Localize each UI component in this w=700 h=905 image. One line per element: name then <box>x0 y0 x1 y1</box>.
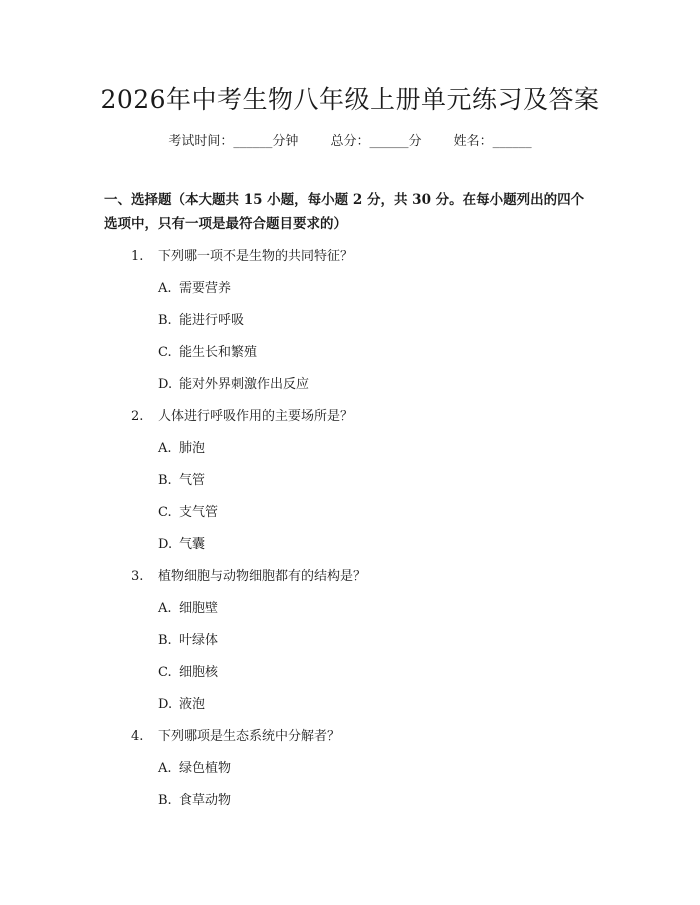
option-text: 细胞核 <box>179 665 219 680</box>
option-text: 叶绿体 <box>179 633 219 648</box>
answer-option <box>158 757 231 776</box>
question-text: 下列哪一项不是生物的共同特征？ <box>158 249 354 264</box>
option-letter: B. <box>158 313 172 328</box>
option-letter: A. <box>158 761 172 776</box>
exam-meta <box>0 130 700 149</box>
answer-option <box>158 373 309 392</box>
question-item <box>131 245 353 264</box>
option-text: 液泡 <box>179 697 206 712</box>
option-text: 细胞壁 <box>179 601 219 616</box>
answer-option <box>158 597 218 616</box>
option-letter: D. <box>158 537 173 552</box>
option-text: 能生长和繁殖 <box>179 345 258 360</box>
option-text: 能对外界刺激作出反应 <box>179 377 310 392</box>
option-text: 气囊 <box>179 537 206 552</box>
question-number: 1. <box>131 249 144 264</box>
option-letter: B. <box>158 793 172 808</box>
option-text: 肺泡 <box>179 441 206 456</box>
option-letter: B. <box>158 473 172 488</box>
answer-option <box>158 501 218 520</box>
option-text: 需要营养 <box>179 281 232 296</box>
question-item <box>131 565 366 584</box>
option-letter: C. <box>158 665 172 680</box>
answer-option <box>158 661 218 680</box>
exam-time-field: 考试时间：______分钟 <box>168 134 299 149</box>
question-text: 植物细胞与动物细胞都有的结构是？ <box>158 569 367 584</box>
option-text: 食草动物 <box>179 793 232 808</box>
answer-option <box>158 693 205 712</box>
question-item <box>131 405 353 424</box>
student-name-field: 姓名：______ <box>453 134 532 149</box>
option-letter: A. <box>158 601 172 616</box>
option-letter: C. <box>158 345 172 360</box>
question-item <box>131 725 340 744</box>
option-letter: C. <box>158 505 172 520</box>
question-number: 2. <box>131 409 144 424</box>
total-score-field: 总分：______分 <box>330 134 422 149</box>
answer-option <box>158 341 257 360</box>
answer-option <box>158 789 231 808</box>
option-text: 支气管 <box>179 505 219 520</box>
question-text: 下列哪项是生态系统中分解者？ <box>158 729 341 744</box>
option-letter: A. <box>158 441 172 456</box>
section-heading: 一、选择题（本大题共 15 小题，每小题 2 分，共 30 分。在每小题列出的四个选项中，只有一项是最符合题目要求的） <box>104 192 585 232</box>
option-text: 气管 <box>179 473 206 488</box>
question-number: 4. <box>131 729 144 744</box>
option-letter: B. <box>158 633 172 648</box>
answer-option <box>158 629 218 648</box>
page-title: 2026年中考生物八年级上册单元练习及答案 <box>100 85 600 114</box>
option-letter: A. <box>158 281 172 296</box>
answer-option <box>158 309 244 328</box>
option-letter: D. <box>158 697 173 712</box>
option-letter: D. <box>158 377 173 392</box>
question-text: 人体进行呼吸作用的主要场所是？ <box>158 409 354 424</box>
answer-option <box>158 469 205 488</box>
option-text: 能进行呼吸 <box>179 313 245 328</box>
answer-option <box>158 277 231 296</box>
option-text: 绿色植物 <box>179 761 232 776</box>
answer-option <box>158 437 205 456</box>
question-number: 3. <box>131 569 144 584</box>
answer-option <box>158 533 205 552</box>
